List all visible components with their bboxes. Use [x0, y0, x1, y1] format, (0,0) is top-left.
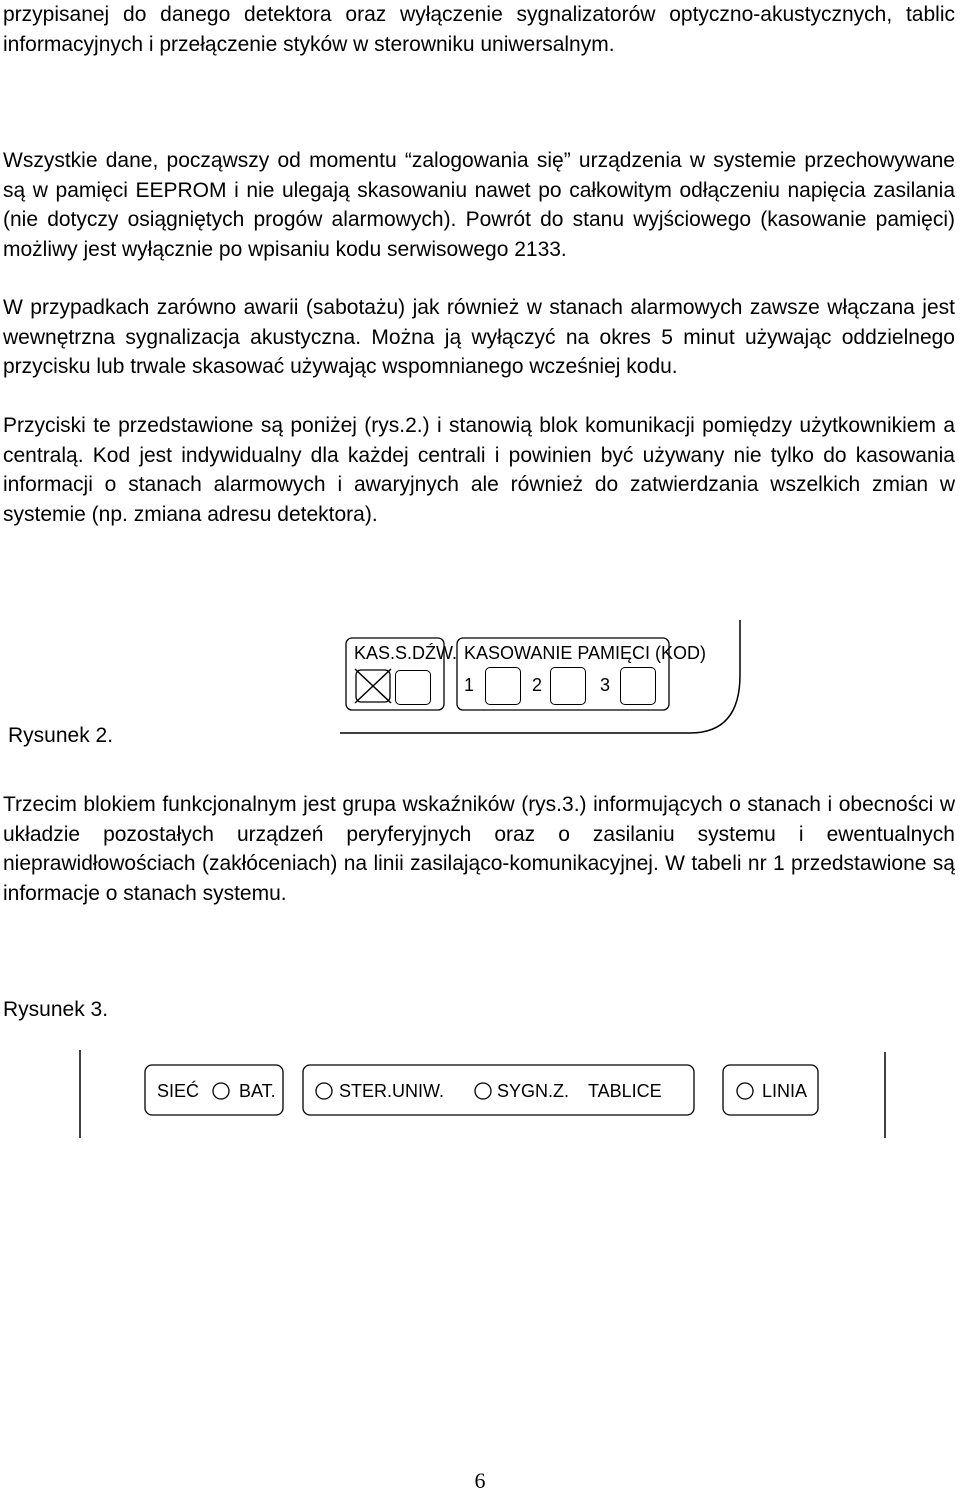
- key-label-3: 3: [600, 675, 611, 695]
- paragraph-4: Przyciski te przedstawione są poniżej (rys.2.) i stanowią blok komunikacji pomiędzy użytkownikiem a centralą. Kod jest indywidualny dla każdej centrali i powinien być używany nie tylko do kasowania informacji o stanach alarmowych i awaryjnych ale również do zatwierdzania wszelkich zmian w systemie (np. zmiana adresu detektora).: [3, 414, 955, 526]
- mute-crossed-icon: [353, 667, 393, 705]
- key-label-2: 2: [532, 675, 543, 695]
- indicator-label-siec: SIEĆ: [157, 1081, 200, 1101]
- paragraph-3: W przypadkach zarówno awarii (sabotażu) jak również w stanach alarmowych zawsze włączana jest wewnętrzna sygnalizacja akustyczna. Można ją wyłączyć na okres 5 minut używając oddzielnego przycisku lub trwale skasować używając wspomnianego wcześniej kodu.: [3, 296, 955, 378]
- key-2-button[interactable]: [550, 667, 586, 705]
- indicator-label-sygn-z: SYGN.Z.: [497, 1081, 570, 1101]
- indicator-label-linia: LINIA: [762, 1081, 808, 1101]
- key-1-button[interactable]: [485, 667, 521, 705]
- paragraph-1: przypisanej do danego detektora oraz wyłączenie sygnalizatorów optyczno-akustycznych, tablic informacyjnych i przełączenie styków w sterowniku uniwersalnym.: [3, 3, 955, 56]
- mute-button[interactable]: [395, 670, 431, 705]
- indicator-label-bat: BAT.: [239, 1081, 276, 1101]
- figure-2-caption: Rysunek 2.: [8, 724, 114, 747]
- memory-group-label: KASOWANIE PAMIĘCI (KOD): [464, 643, 707, 663]
- figure-2-panel: [330, 615, 750, 745]
- page-number: 6: [474, 1468, 486, 1493]
- figure-3-panel: [75, 1050, 890, 1140]
- key-3-button[interactable]: [620, 667, 656, 705]
- indicator-label-tablice: TABLICE: [588, 1081, 662, 1101]
- mute-group-label: KAS.S.DŹW.: [354, 643, 458, 663]
- paragraph-5: Trzecim blokiem funkcjonalnym jest grupa wskaźników (rys.3.) informujących o stanach i obecności w układzie pozostałych urządzeń peryferyjnych oraz o zasilaniu systemu i ewentualnych nieprawidłowościach (zakłóceniach) na linii zasilająco-komunikacyjnej. W tabeli nr 1 przedstawione są informacje o stanach systemu.: [3, 793, 955, 905]
- paragraph-2: Wszystkie dane, począwszy od momentu “zalogowania się” urządzenia w systemie przechowywane są w pamięci EEPROM i nie ulegają skasowaniu nawet po całkowitym odłączeniu napięcia zasilania (nie dotyczy osiągniętych progów alarmowych). Powrót do stanu wyjściowego (kasowanie pamięci) możliwy jest wyłącznie po wpisaniu kodu serwisowego 2133.: [3, 149, 955, 261]
- key-label-1: 1: [464, 675, 475, 695]
- indicator-label-ster-uniw: STER.UNIW.: [339, 1081, 445, 1101]
- figure-3-caption: Rysunek 3.: [3, 998, 109, 1021]
